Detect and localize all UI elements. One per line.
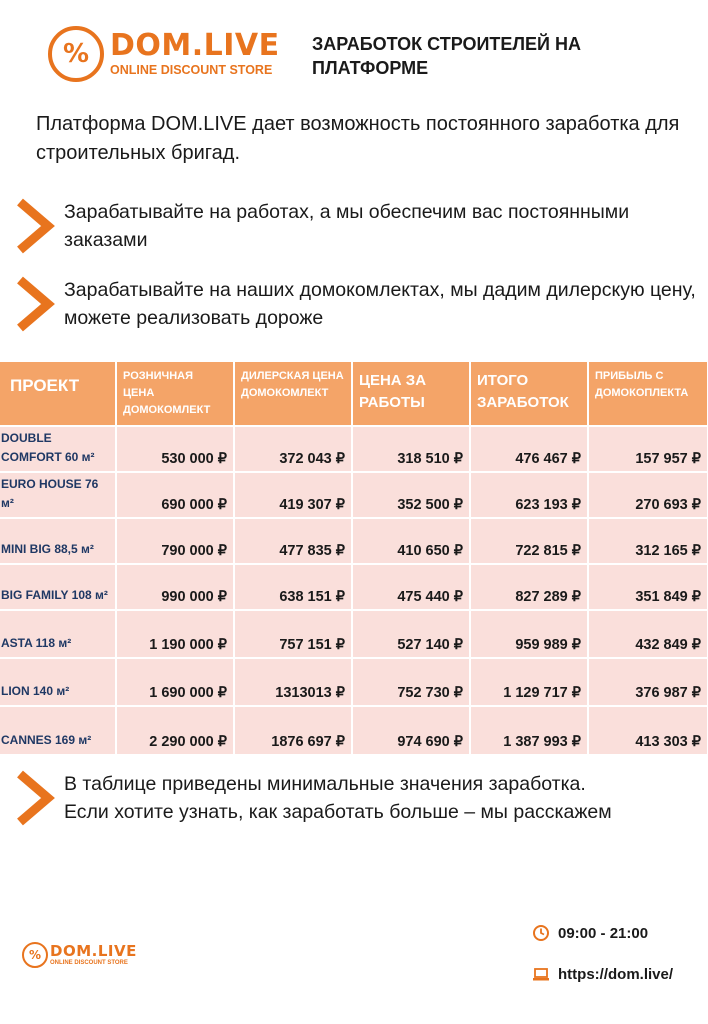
brand-tagline: ONLINE DISCOUNT STORE (50, 960, 128, 966)
table-cell: 270 693 ₽ (588, 472, 708, 518)
hours-text: 09:00 - 21:00 (558, 924, 649, 942)
table-cell: 752 730 ₽ (352, 658, 470, 706)
earnings-table (0, 362, 708, 754)
intro-text: Платформа DOM.LIVE дает возможность постоянного заработка для строительных бригад. (36, 113, 680, 164)
table-cell: 757 151 ₽ (234, 610, 352, 658)
table-cell: 790 000 ₽ (116, 518, 234, 564)
footer-logo (22, 942, 137, 968)
table-cell: 690 000 ₽ (116, 472, 234, 518)
table-cell: 1 387 993 ₽ (470, 706, 588, 754)
bullet-text: Зарабатывайте на наших домокомлектах, мы дадим дилерскую цену, можете реализовать дороже (64, 279, 696, 329)
table-cell: 959 989 ₽ (470, 610, 588, 658)
note-bullet (14, 770, 704, 826)
table-cell-project: BIG FAMILY 108 м² (0, 564, 116, 610)
table-cell: 1876 697 ₽ (234, 706, 352, 754)
table-cell: 827 289 ₽ (470, 564, 588, 610)
table-cell: 974 690 ₽ (352, 706, 470, 754)
table-row (0, 610, 708, 658)
table-cell: 351 849 ₽ (588, 564, 708, 610)
table-cell-project: ASTA 118 м² (0, 610, 116, 658)
table-row (0, 564, 708, 610)
clock-icon (532, 924, 550, 942)
note-line: В таблице приведены минимальные значения заработка. (64, 773, 586, 795)
table-cell: 419 307 ₽ (234, 472, 352, 518)
table-cell-project: EURO HOUSE 76 м² (0, 472, 116, 518)
column-header: ПРИБЫЛЬ С ДОМОКОПЛЕКТА (588, 362, 708, 426)
table-cell: 1 190 000 ₽ (116, 610, 234, 658)
table-cell: 638 151 ₽ (234, 564, 352, 610)
table-cell: 477 835 ₽ (234, 518, 352, 564)
table-cell: 432 849 ₽ (588, 610, 708, 658)
brand-logo (48, 26, 280, 82)
column-header: РОЗНИЧНАЯ ЦЕНА ДОМОКОМЛЕКТ (116, 362, 234, 426)
website-link[interactable]: https://dom.live/ (558, 966, 674, 983)
brand-tagline: ONLINE DISCOUNT STORE (110, 63, 273, 77)
table-cell: 476 467 ₽ (470, 426, 588, 472)
table-cell: 157 957 ₽ (588, 426, 708, 472)
table-cell: 312 165 ₽ (588, 518, 708, 564)
brand-name: DOM.LIVE (50, 942, 137, 960)
working-hours (532, 924, 648, 942)
table-row (0, 518, 708, 564)
table-row (0, 426, 708, 472)
table-header-row (0, 362, 708, 426)
column-header: ДИЛЕРСКАЯ ЦЕНА ДОМОКОМЛЕКТ (234, 362, 352, 426)
table-cell: 2 290 000 ₽ (116, 706, 234, 754)
table-cell-project: CANNES 169 м² (0, 706, 116, 754)
table-row (0, 472, 708, 518)
note-text (64, 770, 704, 826)
table-cell-project: DOUBLE COMFORT 60 м² (0, 426, 116, 472)
bullet-item (14, 276, 704, 332)
percent-icon: % (22, 942, 48, 968)
table-row (0, 706, 708, 754)
chevron-right-icon (14, 198, 58, 254)
table-cell: 1 690 000 ₽ (116, 658, 234, 706)
table-cell: 990 000 ₽ (116, 564, 234, 610)
column-header: ПРОЕКТ (0, 362, 116, 426)
page-title: ЗАРАБОТОК СТРОИТЕЛЕЙ НА ПЛАТФОРМЕ (312, 34, 581, 78)
table-cell: 413 303 ₽ (588, 706, 708, 754)
table-cell: 623 193 ₽ (470, 472, 588, 518)
brand-logo-text (110, 30, 280, 78)
footer-logo-text (50, 943, 137, 967)
bullet-text: Зарабатывайте на работах, а мы обеспечим вас постоянными заказами (64, 201, 630, 251)
table-cell: 1 129 717 ₽ (470, 658, 588, 706)
brand-name: DOM.LIVE (110, 28, 280, 63)
table-cell: 410 650 ₽ (352, 518, 470, 564)
chevron-right-icon (14, 770, 58, 826)
table-cell: 352 500 ₽ (352, 472, 470, 518)
laptop-icon (532, 967, 550, 983)
column-header: ЦЕНА ЗА РАБОТЫ (352, 362, 470, 426)
table-cell-project: MINI BIG 88,5 м² (0, 518, 116, 564)
table-cell: 527 140 ₽ (352, 610, 470, 658)
column-header: ИТОГО ЗАРАБОТОК (470, 362, 588, 426)
table-cell: 372 043 ₽ (234, 426, 352, 472)
table-cell-project: LION 140 м² (0, 658, 116, 706)
table-cell: 475 440 ₽ (352, 564, 470, 610)
table-row (0, 658, 708, 706)
website[interactable] (532, 966, 673, 983)
note-line: Если хотите узнать, как заработать больше – мы расскажем (64, 801, 612, 823)
bullet-item (14, 198, 704, 254)
table-cell: 1313013 ₽ (234, 658, 352, 706)
table-cell: 530 000 ₽ (116, 426, 234, 472)
table-cell: 318 510 ₽ (352, 426, 470, 472)
chevron-right-icon (14, 276, 58, 332)
table-cell: 722 815 ₽ (470, 518, 588, 564)
table-cell: 376 987 ₽ (588, 658, 708, 706)
percent-icon: % (48, 26, 104, 82)
